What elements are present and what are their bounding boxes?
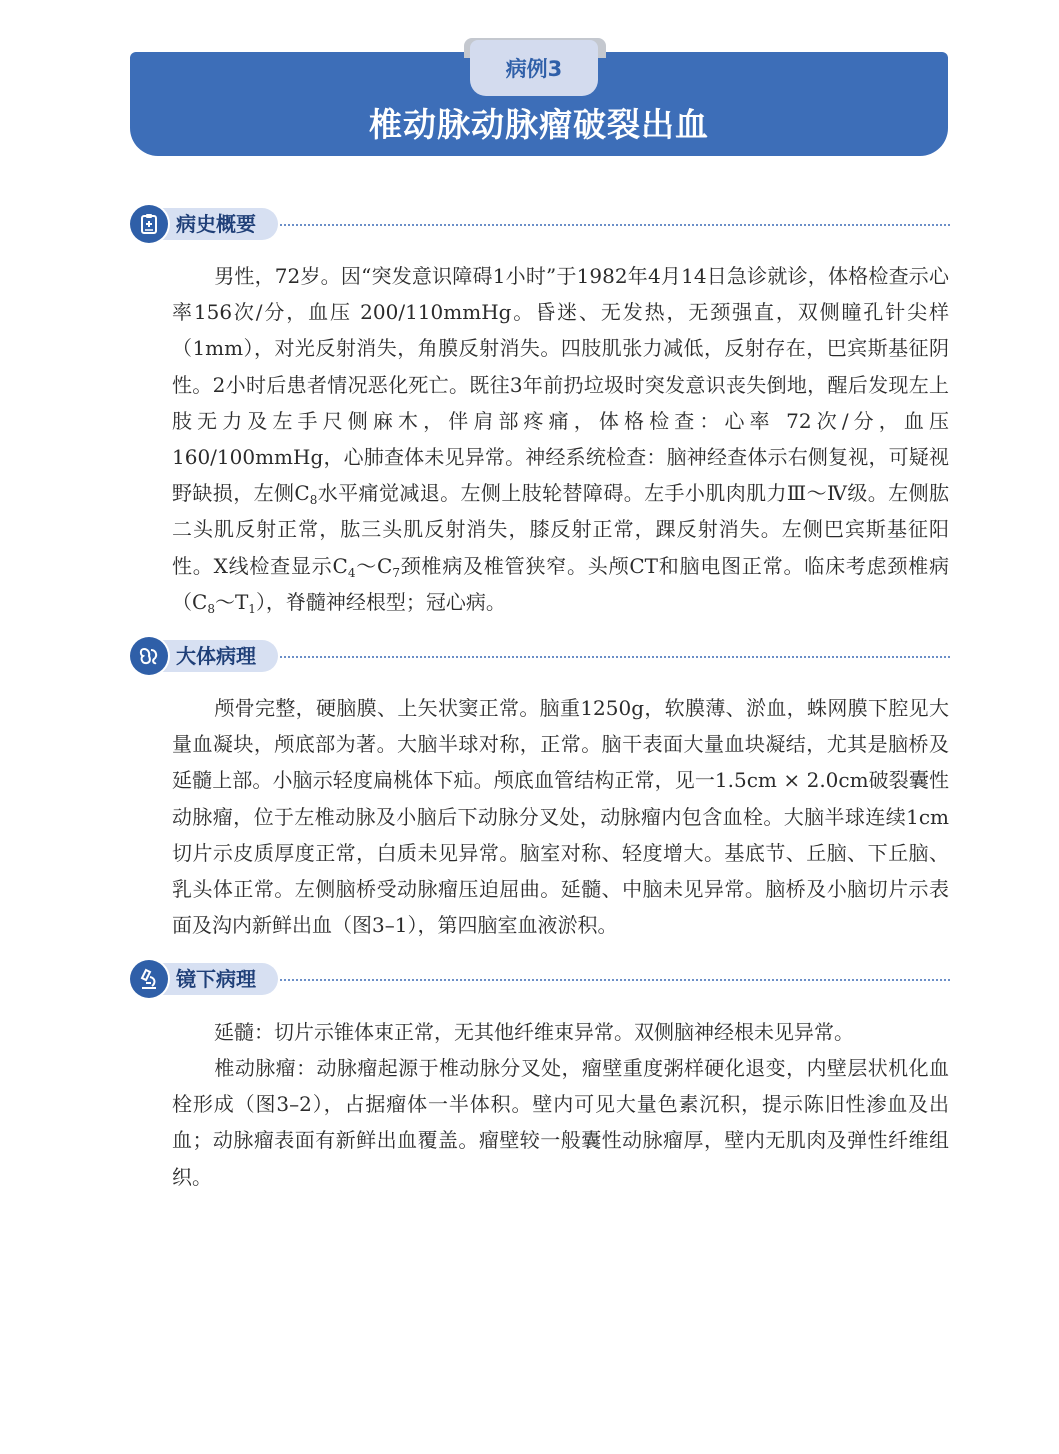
- section-title: 大体病理: [176, 644, 256, 668]
- section-title: 镜下病理: [176, 967, 256, 991]
- micro-paragraph-2: 椎动脉瘤：动脉瘤起源于椎动脉分叉处，瘤壁重度粥样硬化退变，内壁层状机化血栓形成（图3–2），占据瘤体一半体积。壁内可见大量色素沉积，提示陈旧性渗血及出血；动脉瘤表面有新鲜出血覆盖。瘤壁较一般囊性动脉瘤厚，壁内无肌肉及弹性纤维组织。: [172, 1056, 949, 1189]
- dotted-rule: [280, 224, 950, 226]
- section-header-micro: [130, 960, 950, 998]
- organ-icon: [130, 637, 168, 675]
- micro-paragraph-1: 延髓：切片示锥体束正常，无其他纤维束异常。双侧脑神经根未见异常。: [214, 1020, 854, 1044]
- section-header-gross: [130, 637, 950, 675]
- microscope-icon: [130, 960, 168, 998]
- page-title: 椎动脉动脉瘤破裂出血: [369, 104, 709, 144]
- dotted-rule: [280, 979, 950, 981]
- clipboard-icon: [130, 205, 168, 243]
- history-paragraph: 男性，72岁。因“突发意识障碍1小时”于1982年4月14日急诊就诊，体格检查示心率156次/分，血压 200/110mmHg。昏迷、无发热，无颈强直，双侧瞳孔针尖样（1mm），对光反射消失，角膜反射消失。四肢肌张力减低，反射存在，巴宾斯基征阴性。2小时后患者情况恶化死亡。既往3年前扔垃圾时突发意识丧失倒地，醒后发现左上肢无力及左手尺侧麻木，伴肩部疼痛，体格检查：心率 72次/分，血压 160/100mmHg，心肺查体未见异常。神经系统检查：脑神经查体示右侧复视，可疑视野缺损，左侧$C_8$水平痛觉减退。左侧上肢轮替障碍。左手小肌肉肌力Ⅲ～Ⅳ级。左侧肱二头肌反射正常，肱三头肌反射消失，膝反射正常，踝反射消失。左侧巴宾斯基征阳性。X线检查显示$C_4\sim C_7$颈椎病及椎管狭窄。头颅CT和脑电图正常。临床考虑颈椎病$(C_8\sim T_1)$，脊髓神经根型；冠心病。: [172, 264, 949, 616]
- section-header-history: [130, 205, 950, 243]
- gross-paragraph: 颅骨完整，硬脑膜、上矢状窦正常。脑重1250g，软膜薄、淤血，蛛网膜下腔见大量血凝块，颅底部为著。大脑半球对称，正常。脑干表面大量血块凝结，尤其是脑桥及延髓上部。小脑示轻度扁桃体下疝。颅底血管结构正常，见一1.5cm × 2.0cm破裂囊性动脉瘤，位于左椎动脉及小脑后下动脉分叉处，动脉瘤内包含血栓。大脑半球连续1cm切片示皮质厚度正常，白质未见异常。脑室对称、轻度增大。基底节、丘脑、下丘脑、乳头体正常。左侧脑桥受动脉瘤压迫屈曲。延髓、中脑未见异常。脑桥及小脑切片示表面及沟内新鲜出血（图3–1），第四脑室血液淤积。: [172, 696, 949, 938]
- dotted-rule: [280, 656, 950, 658]
- case-label: 病例3: [470, 40, 598, 96]
- section-title: 病史概要: [176, 212, 256, 236]
